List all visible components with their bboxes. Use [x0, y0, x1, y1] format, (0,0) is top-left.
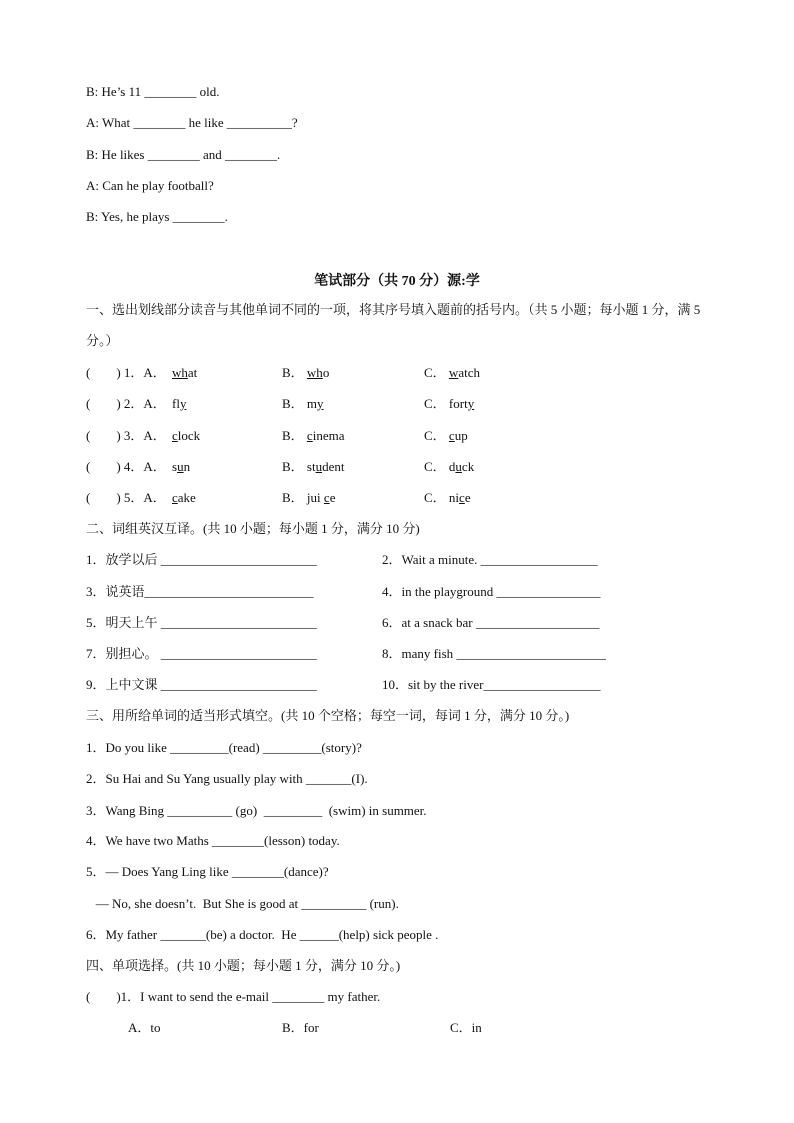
- s2-item-6: 6．at a snack bar ___________________: [382, 615, 600, 630]
- s2-item-4: 4．in the playground ________________: [382, 584, 601, 599]
- dialogue-line-3: B: He likes ________ and ________.: [86, 147, 281, 162]
- s2-item-7: 7．别担心。 ________________________: [86, 646, 317, 661]
- s1-q3-option-b: B． cinema: [282, 428, 345, 443]
- written-part-title: 笔试部分（共 70 分）源:学: [314, 274, 480, 289]
- s4-q1-option-c: C．in: [450, 1020, 482, 1035]
- s3-item-3: 3．Wang Bing __________ (go) _________ (swim) in summer.: [86, 803, 427, 818]
- s3-item-6: 6．My father _______(be) a doctor. He ______(help) sick people .: [86, 927, 439, 942]
- s2-item-9: 9．上中文课 ________________________: [86, 677, 317, 692]
- section1-heading: 一、选出划线部分读音与其他单词不同的一项，将其序号填入题前的括号内。（共 5 小题；每小题 1 分，满 5 分。）: [86, 302, 701, 348]
- s1-q4-option-b: B． student: [282, 459, 345, 474]
- s1-q4-option-a: sun: [172, 459, 191, 474]
- section2-heading: 二、词组英汉互译。(共 10 小题；每小题 1 分，满分 10 分): [86, 521, 420, 536]
- s2-item-1: 1．放学以后 ________________________: [86, 552, 317, 567]
- section4-heading: 四、单项选择。(共 10 小题；每小题 1 分，满分 10 分。): [86, 958, 401, 973]
- s1-q3-option-a: clock: [172, 428, 201, 443]
- s1-q5-number: ( ) 5．A．: [86, 490, 166, 505]
- s1-q2-number: ( ) 2．A．: [86, 396, 166, 411]
- s2-item-10: 10．sit by the river__________________: [382, 677, 601, 692]
- s3-item-1: 1．Do you like _________(read) _________(story)?: [86, 740, 362, 755]
- s3-item-5: 5．— Does Yang Ling like ________(dance)?: [86, 864, 329, 879]
- s1-q5-option-c: C． nice: [424, 490, 471, 505]
- s1-q4-number: ( ) 4．A．: [86, 459, 166, 474]
- s1-q3-number: ( ) 3．A．: [86, 428, 166, 443]
- s3-item-4: 4．We have two Maths ________(lesson) today.: [86, 833, 340, 848]
- s4-question-1: ( )1．I want to send the e-mail ________ my father.: [86, 989, 381, 1004]
- dialogue-line-2: A: What ________ he like __________?: [86, 115, 298, 130]
- s1-q4-option-c: C． duck: [424, 459, 475, 474]
- s1-q1-option-b: B． who: [282, 365, 330, 380]
- dialogue-line-5: B: Yes, he plays ________.: [86, 209, 228, 224]
- s1-q3-option-c: C． cup: [424, 428, 468, 443]
- s1-q1-number: ( ) 1．A．: [86, 365, 166, 380]
- s3-item-5-reply: — No, she doesn’t. But She is good at __________ (run).: [86, 896, 399, 911]
- dialogue-line-1: B: He’s 11 ________ old.: [86, 84, 220, 99]
- s2-item-3: 3．说英语__________________________: [86, 584, 314, 599]
- s1-q5-option-a: cake: [172, 490, 196, 505]
- s1-q1-option-c: C． watch: [424, 365, 480, 380]
- s1-q1-option-a: what: [172, 365, 198, 380]
- dialogue-line-4: A: Can he play football?: [86, 178, 214, 193]
- s4-q1-option-a: A．to: [128, 1020, 161, 1035]
- s2-item-8: 8．many fish _______________________: [382, 646, 606, 661]
- s1-q2-option-b: B． my: [282, 396, 324, 411]
- s1-q2-option-a: fly: [172, 396, 187, 411]
- s2-item-5: 5．明天上午 ________________________: [86, 615, 317, 630]
- s4-q1-option-b: B．for: [282, 1020, 319, 1035]
- s1-q5-option-b: B． jui ce: [282, 490, 336, 505]
- s1-q2-option-c: C． forty: [424, 396, 475, 411]
- s2-item-2: 2．Wait a minute. __________________: [382, 552, 598, 567]
- section3-heading: 三、用所给单词的适当形式填空。(共 10 个空格；每空一词，每词 1 分，满分 10 分。): [86, 708, 570, 723]
- s3-item-2: 2．Su Hai and Su Yang usually play with _______(I).: [86, 771, 368, 786]
